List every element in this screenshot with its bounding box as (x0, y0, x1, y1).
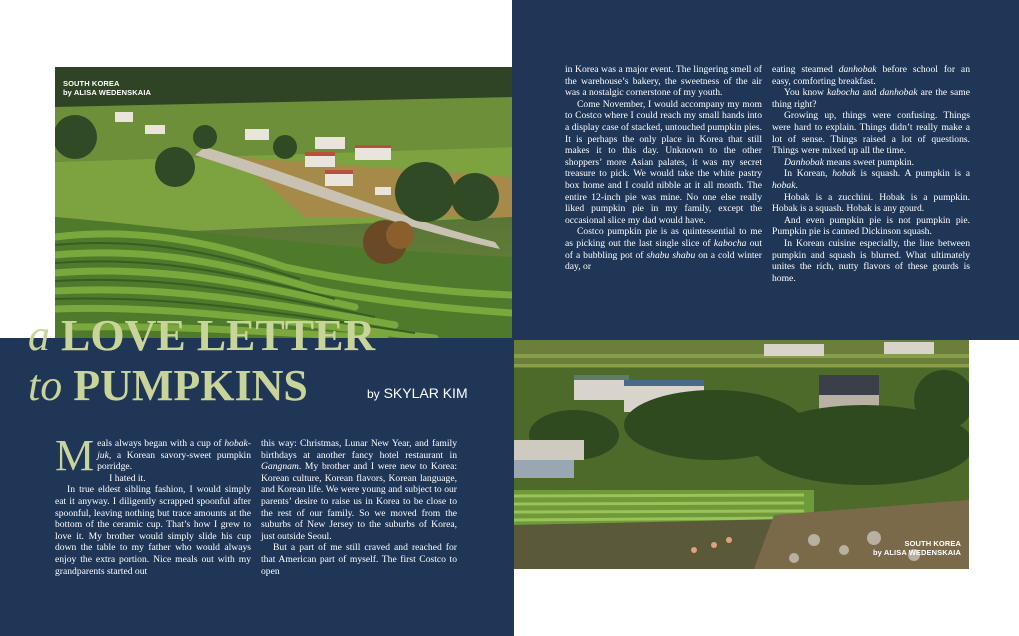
text-italic: hobak (832, 168, 856, 180)
text-run: In Korean, (784, 168, 833, 180)
text-italic: hobak-juk (97, 438, 251, 461)
paragraph: in Korea was a major event. The lingering smell of the warehouse’s bakery, the sweetness of the air was a nostalgic cornerstone of my youth. (565, 64, 762, 99)
text-run: eating steamed (772, 64, 839, 75)
credit-photographer: by ALISA WEDENSKAIA (63, 88, 152, 97)
text-run: You know (784, 87, 828, 99)
paragraph: Growing up, things were confusing. Things were hard to explain. Things didn’t really make a lot of sense. Things raised a lot of questions. Things were mixed up all the time. (772, 110, 970, 157)
byline-by: by (367, 387, 380, 401)
text-run: , a Korean savory-sweet pumpkin porridge. (97, 449, 251, 473)
paragraph: But a part of me still craved and reached for that American part of myself. The first Costco to open (261, 542, 457, 577)
headline-caps: LOVE LETTER (61, 311, 376, 360)
paragraph (772, 87, 970, 110)
paragraph (261, 438, 457, 542)
text-run: . (795, 179, 798, 191)
village-photo (514, 340, 969, 569)
headline-line-1 (28, 311, 376, 360)
photo-credit-bottom (873, 539, 961, 557)
text-italic: danhobak (879, 87, 918, 99)
paragraph: Come November, I would accompany my mom to Costco where I could reach my small hands into a display case of stacked, untouched pumpkin pies. It is perhaps the only place in Korea that still makes it to this day. Unknown to the other shoppers’ more Asian palates, it was my secret treasure to pick. We would take the white pastry box home and I could nibble at it all month. The entire 12-inch pie was mine. No one else really liked pumpkin pie in my family, except the occasional slice my dad would have. (565, 98, 762, 226)
article-column-1 (55, 431, 251, 577)
paragraph: Hobak is a zucchini. Hobak is a pumpkin. Hobak is a squash. Hobak is any gourd. (772, 191, 970, 215)
credit-location: SOUTH KOREA (63, 79, 120, 88)
text-run: means sweet pumpkin. (823, 156, 915, 168)
credit-photographer: by ALISA WEDENSKAIA (872, 548, 961, 557)
headline-preposition: to (28, 361, 63, 410)
paragraph: In true eldest sibling fashion, I would simply eat it anyway. I diligently scrapped spoonful after spoonful, leaving nothing but trace amounts at the bottom of the ceramic cup. That’s how I grew to love it. My brother would simply slide his cup down the table to my father who would always enjoy the extra portion. Nice meals out with my grandparents started out (55, 484, 251, 577)
text-italic: danhobak (838, 64, 877, 75)
text-run: is squash. A pumpkin is a (855, 168, 970, 180)
tea-field-illustration (55, 67, 512, 338)
text-italic: Danhobak (784, 156, 824, 168)
paragraph (772, 157, 970, 169)
paragraph: In Korean cuisine especially, the line between pumpkin and squash is blurred. What ultimately unites the rich, nutty flavors of these gourds is home. (772, 237, 970, 284)
text-run: are the same thing right? (772, 87, 970, 110)
text-run: eals always began with a cup of (97, 438, 225, 449)
text-italic: Gangnam (261, 461, 299, 473)
article-column-4 (772, 64, 970, 284)
byline (367, 385, 468, 401)
village-illustration (514, 340, 969, 569)
text-run: before school for an easy, comforting breakfast. (772, 64, 970, 87)
text-run: and (859, 87, 880, 99)
paragraph (772, 168, 970, 191)
tea-field-photo (55, 67, 512, 338)
headline-line-2 (28, 361, 308, 410)
text-run: out of a bubbling pot of (565, 237, 762, 261)
article-column-3 (565, 64, 762, 273)
text-run: on a cold winter day, or (565, 249, 762, 273)
text-italic: kabocha (827, 87, 860, 99)
paragraph (772, 64, 970, 87)
photo-credit-top (63, 79, 151, 97)
text-run: this way: Christmas, Lunar New Year, and family birthdays at another fancy hotel restaurant in (261, 438, 457, 461)
text-run: Costco pumpkin pie is as quintessential to me as picking out the last single slice of (565, 226, 762, 249)
paragraph: And even pumpkin pie is not pumpkin pie. Pumpkin pie is canned Dickinson squash. (772, 214, 970, 238)
text-run: . My brother and I were new to Korea: Korean culture, Korean flavors, Korean language, and Korean life. We were young and subject to our parents’ desire to raise us in Korea to be close to the rest of our family. So we moved from the suburbs of New Jersey to the suburbs of Korea, just outside Seoul. (261, 461, 457, 542)
byline-author: SKYLAR KIM (383, 385, 468, 401)
text-italic: hobak (772, 179, 796, 191)
headline-caps: PUMPKINS (73, 361, 308, 410)
credit-location: SOUTH KOREA (904, 539, 961, 548)
text-italic: kabocha (713, 237, 747, 249)
paragraph (565, 226, 762, 272)
text-italic: shabu shabu (646, 249, 696, 261)
drop-cap: M (55, 431, 95, 480)
headline-article: a (28, 311, 50, 360)
article-column-2 (261, 438, 457, 577)
paragraph: I hated it. (109, 472, 146, 484)
